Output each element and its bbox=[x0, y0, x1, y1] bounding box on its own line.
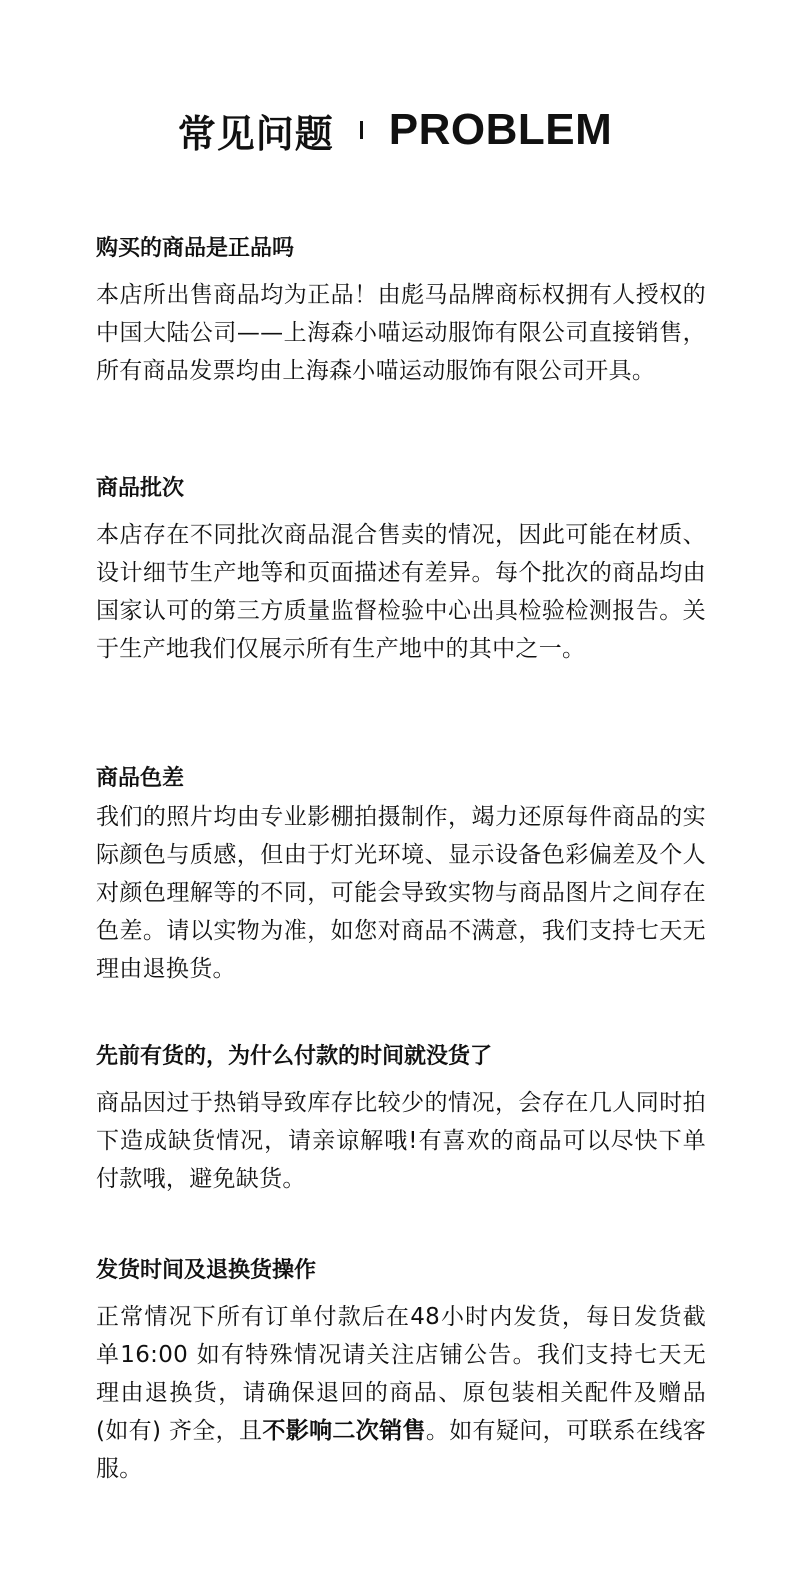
faq-answer bbox=[96, 1298, 706, 1488]
faq-question: 发货时间及退换货操作 bbox=[96, 1258, 317, 1283]
faq-question: 商品批次 bbox=[96, 476, 185, 501]
faq-question: 先前有货的，为什么付款的时间就没货了 bbox=[96, 1044, 493, 1069]
faq-question: 商品色差 bbox=[96, 766, 185, 791]
faq-answer: 我们的照片均由专业影棚拍摄制作，竭力还原每件商品的实际颜色与质感，但由于灯光环境、显示设备色彩偏差及个人对颜色理解等的不同，可能会导致实物与商品图片之间存在色差。请以实物为准，如您对商品不满意，我们支持七天无理由退换货。 bbox=[96, 804, 706, 982]
faq-item-batch bbox=[96, 474, 706, 668]
faq-question: 购买的商品是正品吗 bbox=[96, 236, 295, 261]
title-divider bbox=[360, 121, 363, 139]
page-title-cn: 常见问题 bbox=[177, 111, 334, 156]
page-title-en: PROBLEM bbox=[388, 105, 613, 154]
faq-item-out-of-stock bbox=[96, 1042, 706, 1198]
page-header bbox=[0, 100, 790, 160]
answer-emphasis: 不影响二次销售 bbox=[262, 1418, 426, 1444]
faq-item-color-difference bbox=[96, 764, 706, 988]
answer-text-part2: 。如有疑问，可联系在线客服。 bbox=[96, 1418, 706, 1482]
faq-answer: 商品因过于热销导致库存比较少的情况，会存在几人同时拍下造成缺货情况，请亲谅解哦!有喜欢的商品可以尽快下单付款哦，避免缺货。 bbox=[96, 1090, 706, 1192]
faq-item-authenticity bbox=[96, 234, 706, 390]
faq-answer: 本店所出售商品均为正品！由彪马品牌商标权拥有人授权的中国大陆公司——上海森小喵运动服饰有限公司直接销售，所有商品发票均由上海森小喵运动服饰有限公司开具。 bbox=[96, 282, 706, 384]
answer-text-part1: 正常情况下所有订单付款后在48小时内发货，每日发货截单16:00 如有特殊情况请关注店铺公告。我们支持七天无理由退换货，请确保退回的商品、原包装相关配件及赠品 (如有) 齐全，且 bbox=[96, 1304, 706, 1444]
faq-item-shipping-returns bbox=[96, 1256, 706, 1488]
faq-answer: 本店存在不同批次商品混合售卖的情况，因此可能在材质、设计细节生产地等和页面描述有差异。每个批次的商品均由国家认可的第三方质量监督检验中心出具检验检测报告。关于生产地我们仅展示所有生产地中的其中之一。 bbox=[96, 522, 706, 662]
